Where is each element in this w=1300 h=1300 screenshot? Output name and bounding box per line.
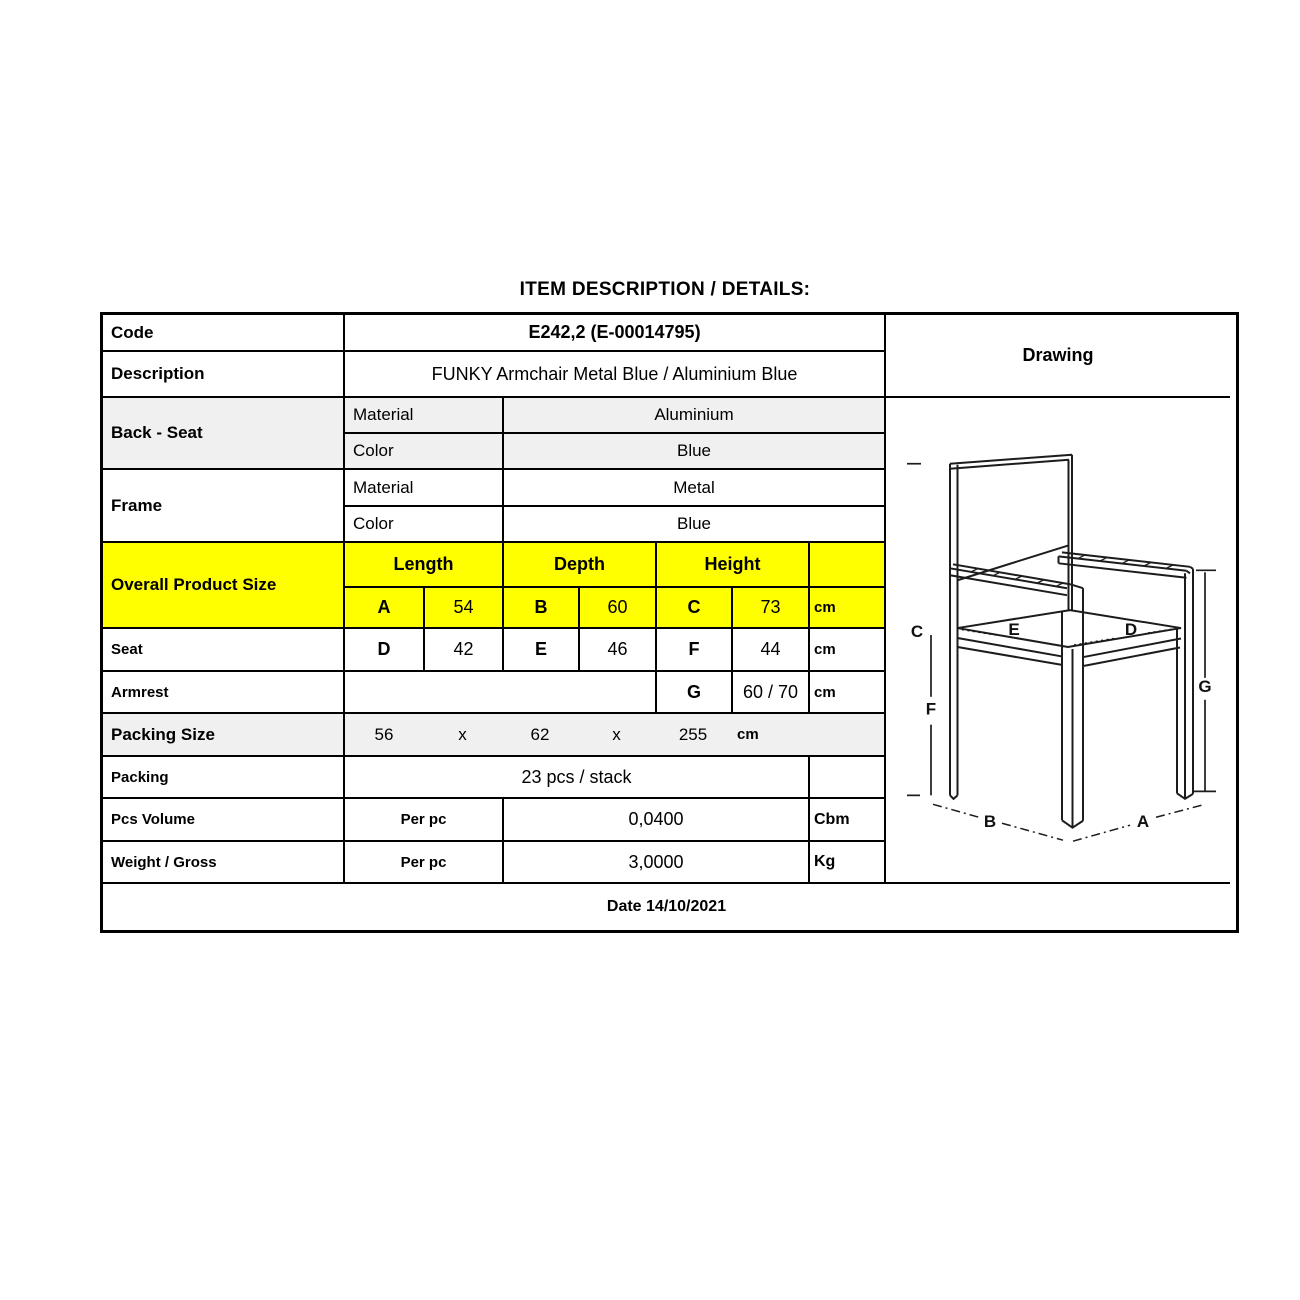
pcs-volume-basis: Per pc [345, 799, 504, 842]
dim-value-a: 54 [425, 588, 504, 629]
dim-label-e: E [1008, 620, 1020, 640]
drawing-header: Drawing [886, 315, 1230, 398]
seat-label: Seat [103, 629, 345, 672]
frame-label: Frame [103, 470, 345, 543]
page-title: ITEM DESCRIPTION / DETAILS: [519, 279, 811, 300]
frame-color-value: Blue [504, 507, 886, 543]
dim-key-a: A [345, 588, 425, 629]
dim-label-g: G [1198, 676, 1212, 696]
packing-size-v2: 62 [530, 724, 550, 744]
pcs-volume-value: 0,0400 [504, 799, 810, 842]
description-label: Description [103, 352, 345, 398]
dim-key-c: C [657, 588, 733, 629]
dim-key-d: D [345, 629, 425, 672]
drawing-area [886, 398, 1230, 884]
dim-value-d: 42 [425, 629, 504, 672]
frame-material-value: Metal [504, 470, 886, 507]
weight-gross-label: Weight / Gross [103, 842, 345, 884]
dim-key-f: F [657, 629, 733, 672]
packing-size-v3: 255 [678, 724, 708, 744]
weight-gross-value: 3,0000 [504, 842, 810, 884]
armrest-empty [345, 672, 657, 714]
packing-size-x1: x [458, 724, 467, 744]
pcs-volume-label: Pcs Volume [103, 799, 345, 842]
dim-label-a: A [1136, 812, 1150, 832]
armrest-label: Armrest [103, 672, 345, 714]
packing-value: 23 pcs / stack [345, 757, 810, 799]
dim-label-f: F [925, 699, 937, 719]
chair-outline [950, 455, 1193, 828]
seat-unit: cm [810, 629, 886, 672]
weight-gross-basis: Per pc [345, 842, 504, 884]
dim-label-c: C [910, 622, 924, 642]
dim-label-d: D [1124, 620, 1138, 640]
dim-label-b: B [983, 812, 997, 832]
back-seat-color-value: Blue [504, 434, 886, 470]
packing-size-values [345, 714, 886, 757]
overall-size-header-length: Length [345, 543, 504, 588]
dim-key-b: B [504, 588, 580, 629]
description-value: FUNKY Armchair Metal Blue / Aluminium Blue [345, 352, 886, 398]
packing-empty [810, 757, 886, 799]
packing-size-x2: x [612, 724, 621, 744]
spec-table [100, 312, 1239, 933]
armrest-unit: cm [810, 672, 886, 714]
dim-key-e: E [504, 629, 580, 672]
floor-measure-lines [933, 804, 1205, 841]
overall-size-label: Overall Product Size [103, 543, 345, 629]
back-seat-label: Back - Seat [103, 398, 345, 470]
packing-size-unit: cm [737, 726, 759, 743]
packing-label: Packing [103, 757, 345, 799]
back-seat-color-label: Color [345, 434, 504, 470]
packing-size-v1: 56 [374, 724, 394, 744]
back-seat-material-label: Material [345, 398, 504, 434]
code-value: E242,2 (E-00014795) [345, 315, 886, 352]
dim-value-b: 60 [580, 588, 657, 629]
overall-size-header-height: Height [657, 543, 810, 588]
chair-drawing [886, 398, 1230, 882]
packing-size-label: Packing Size [103, 714, 345, 757]
dim-value-f: 44 [733, 629, 810, 672]
code-label: Code [103, 315, 345, 352]
frame-material-label: Material [345, 470, 504, 507]
overall-size-header-depth: Depth [504, 543, 657, 588]
dim-key-g: G [657, 672, 733, 714]
frame-color-label: Color [345, 507, 504, 543]
back-seat-material-value: Aluminium [504, 398, 886, 434]
weight-gross-unit: Kg [810, 842, 886, 884]
date-row: Date 14/10/2021 [606, 898, 727, 915]
dim-value-e: 46 [580, 629, 657, 672]
dim-value-c: 73 [733, 588, 810, 629]
overall-size-header-unit-spacer [810, 543, 886, 588]
armrest-value: 60 / 70 [733, 672, 810, 714]
pcs-volume-unit: Cbm [810, 799, 886, 842]
overall-size-unit: cm [810, 588, 886, 629]
